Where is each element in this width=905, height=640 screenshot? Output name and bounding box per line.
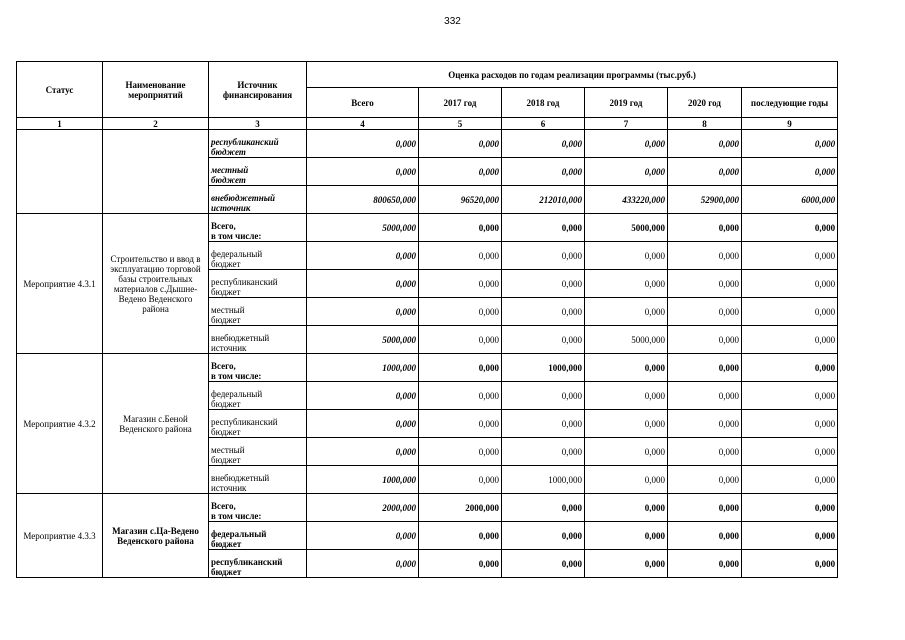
budget-table [16, 61, 838, 578]
status-cell: Мероприятие 4.3.2 [17, 354, 103, 494]
value-cell: 0,000 [585, 382, 668, 410]
value-cell: 0,000 [502, 326, 585, 354]
value-cell: 0,000 [502, 298, 585, 326]
value-cell: 1000,000 [307, 354, 419, 382]
source-cell [209, 522, 307, 550]
source-cell [209, 298, 307, 326]
column-number: 5 [419, 118, 502, 130]
value-cell: 0,000 [502, 382, 585, 410]
source-cell [209, 410, 307, 438]
source-label: местный [211, 445, 245, 455]
header-year-2020: 2020 год [668, 88, 742, 118]
value-cell: 0,000 [585, 522, 668, 550]
source-label: бюджет [211, 399, 241, 409]
value-cell: 1000,000 [502, 354, 585, 382]
source-cell [209, 466, 307, 494]
budget-table-container [16, 61, 838, 591]
source-label: местный [211, 165, 249, 175]
column-number: 6 [502, 118, 585, 130]
table-row [17, 354, 838, 382]
value-cell: 0,000 [668, 214, 742, 242]
status-cell: Мероприятие 4.3.1 [17, 214, 103, 354]
header-estimate: Оценка расходов по годам реализации программы (тыс.руб.) [307, 62, 838, 88]
value-cell: 0,000 [742, 522, 838, 550]
value-cell: 0,000 [742, 270, 838, 298]
value-cell: 1000,000 [502, 466, 585, 494]
value-cell: 0,000 [502, 270, 585, 298]
value-cell: 0,000 [502, 438, 585, 466]
value-cell: 0,000 [585, 410, 668, 438]
value-cell: 0,000 [307, 158, 419, 186]
value-cell: 0,000 [419, 466, 502, 494]
source-label: бюджет [211, 539, 242, 549]
event-name-cell: Магазин с.Беной Веденского района [103, 354, 209, 494]
column-number: 1 [17, 118, 103, 130]
value-cell: 0,000 [742, 382, 838, 410]
source-cell [209, 326, 307, 354]
value-cell: 0,000 [585, 494, 668, 522]
value-cell: 0,000 [419, 354, 502, 382]
value-cell: 0,000 [419, 158, 502, 186]
source-label: Всего, [211, 221, 236, 231]
value-cell: 0,000 [585, 242, 668, 270]
value-cell: 0,000 [668, 494, 742, 522]
value-cell: 0,000 [307, 438, 419, 466]
value-cell: 0,000 [668, 522, 742, 550]
value-cell: 6000,000 [742, 186, 838, 214]
source-label: местный [211, 305, 245, 315]
source-cell [209, 158, 307, 186]
value-cell: 0,000 [742, 214, 838, 242]
value-cell: 0,000 [585, 438, 668, 466]
source-label: в том числе: [211, 231, 262, 241]
source-label: бюджет [211, 567, 242, 577]
value-cell: 0,000 [742, 242, 838, 270]
value-cell: 0,000 [668, 326, 742, 354]
source-label: источник [211, 483, 247, 493]
source-cell [209, 550, 307, 578]
value-cell: 0,000 [419, 214, 502, 242]
header-status: Статус [17, 62, 103, 118]
header-row [17, 62, 838, 88]
value-cell: 0,000 [502, 214, 585, 242]
source-label: источник [211, 203, 251, 213]
value-cell: 0,000 [742, 326, 838, 354]
value-cell: 0,000 [742, 158, 838, 186]
source-label: источник [211, 343, 247, 353]
value-cell: 0,000 [742, 550, 838, 578]
value-cell: 0,000 [742, 494, 838, 522]
value-cell: 433220,000 [585, 186, 668, 214]
value-cell: 0,000 [307, 298, 419, 326]
value-cell: 5000,000 [585, 214, 668, 242]
value-cell: 0,000 [742, 354, 838, 382]
table-row [17, 214, 838, 242]
name-cell-empty [103, 130, 209, 214]
value-cell: 1000,000 [307, 466, 419, 494]
value-cell: 0,000 [668, 158, 742, 186]
column-number: 4 [307, 118, 419, 130]
value-cell: 0,000 [668, 354, 742, 382]
header-source: Источник финансирования [209, 62, 307, 118]
source-cell [209, 438, 307, 466]
status-cell-empty [17, 130, 103, 214]
value-cell: 0,000 [668, 270, 742, 298]
header-year-2019: 2019 год [585, 88, 668, 118]
value-cell: 212010,000 [502, 186, 585, 214]
source-label: Всего, [211, 501, 236, 511]
value-cell: 0,000 [502, 158, 585, 186]
value-cell: 0,000 [419, 522, 502, 550]
header-year-total: Всего [307, 88, 419, 118]
value-cell: 52900,000 [668, 186, 742, 214]
status-cell: Мероприятие 4.3.3 [17, 494, 103, 578]
page-number: 332 [444, 16, 461, 27]
source-label: Всего, [211, 361, 236, 371]
value-cell: 0,000 [742, 130, 838, 158]
source-label: республиканский [211, 137, 279, 147]
value-cell: 0,000 [668, 438, 742, 466]
value-cell: 2000,000 [307, 494, 419, 522]
source-cell [209, 354, 307, 382]
value-cell: 0,000 [502, 242, 585, 270]
value-cell: 0,000 [419, 382, 502, 410]
value-cell: 0,000 [307, 382, 419, 410]
source-label: федеральный [211, 529, 267, 539]
value-cell: 0,000 [585, 158, 668, 186]
source-label: бюджет [211, 175, 246, 185]
value-cell: 0,000 [668, 298, 742, 326]
value-cell: 5000,000 [307, 326, 419, 354]
value-cell: 0,000 [585, 466, 668, 494]
value-cell: 0,000 [668, 410, 742, 438]
source-cell [209, 242, 307, 270]
value-cell: 0,000 [742, 298, 838, 326]
source-cell [209, 186, 307, 214]
source-label: бюджет [211, 287, 241, 297]
source-label: республиканский [211, 557, 283, 567]
event-name-cell: Строительство и ввод в эксплуатацию торговой базы строительных материалов с.Дышне-Ведено Веденского района [103, 214, 209, 354]
source-label: федеральный [211, 389, 263, 399]
value-cell: 0,000 [585, 354, 668, 382]
header-year-2018: 2018 год [502, 88, 585, 118]
value-cell: 0,000 [668, 550, 742, 578]
value-cell: 0,000 [419, 270, 502, 298]
value-cell: 96520,000 [419, 186, 502, 214]
value-cell: 0,000 [419, 130, 502, 158]
source-cell [209, 494, 307, 522]
column-number: 7 [585, 118, 668, 130]
header-year-later: последующие годы [742, 88, 838, 118]
value-cell: 0,000 [307, 550, 419, 578]
source-label: в том числе: [211, 511, 262, 521]
value-cell: 0,000 [502, 494, 585, 522]
source-label: бюджет [211, 315, 241, 325]
event-name-cell: Магазин с.Ца-Ведено Веденского района [103, 494, 209, 578]
value-cell: 5000,000 [307, 214, 419, 242]
column-number: 3 [209, 118, 307, 130]
value-cell: 0,000 [742, 438, 838, 466]
source-label: бюджет [211, 455, 241, 465]
value-cell: 0,000 [502, 130, 585, 158]
value-cell: 0,000 [419, 298, 502, 326]
value-cell: 800650,000 [307, 186, 419, 214]
header-year-2017: 2017 год [419, 88, 502, 118]
source-label: внебюджетный [211, 473, 270, 483]
source-label: республиканский [211, 277, 278, 287]
source-label: республиканский [211, 417, 278, 427]
value-cell: 0,000 [419, 410, 502, 438]
value-cell: 0,000 [585, 298, 668, 326]
source-label: внебюджетный [211, 333, 270, 343]
value-cell: 0,000 [668, 242, 742, 270]
value-cell: 0,000 [419, 326, 502, 354]
source-label: в том числе: [211, 371, 262, 381]
column-number: 2 [103, 118, 209, 130]
value-cell: 0,000 [307, 522, 419, 550]
value-cell: 0,000 [307, 130, 419, 158]
value-cell: 0,000 [502, 522, 585, 550]
source-label: бюджет [211, 259, 241, 269]
source-label: внебюджетный [211, 193, 275, 203]
source-cell [209, 270, 307, 298]
column-numbers-row [17, 118, 838, 130]
value-cell: 0,000 [668, 130, 742, 158]
source-cell [209, 382, 307, 410]
source-label: бюджет [211, 427, 241, 437]
value-cell: 0,000 [668, 466, 742, 494]
source-label: бюджет [211, 147, 246, 157]
value-cell: 0,000 [585, 550, 668, 578]
value-cell: 0,000 [307, 242, 419, 270]
value-cell: 2000,000 [419, 494, 502, 522]
column-number: 8 [668, 118, 742, 130]
value-cell: 0,000 [502, 410, 585, 438]
source-cell [209, 214, 307, 242]
source-label: федеральный [211, 249, 263, 259]
value-cell: 0,000 [307, 410, 419, 438]
table-row [17, 130, 838, 158]
header-name: Наименование мероприятий [103, 62, 209, 118]
value-cell: 0,000 [742, 466, 838, 494]
value-cell: 0,000 [419, 438, 502, 466]
value-cell: 0,000 [742, 410, 838, 438]
value-cell: 0,000 [585, 270, 668, 298]
table-row [17, 494, 838, 522]
value-cell: 0,000 [419, 550, 502, 578]
value-cell: 5000,000 [585, 326, 668, 354]
source-cell [209, 130, 307, 158]
value-cell: 0,000 [502, 550, 585, 578]
value-cell: 0,000 [419, 242, 502, 270]
value-cell: 0,000 [307, 270, 419, 298]
value-cell: 0,000 [585, 130, 668, 158]
value-cell: 0,000 [668, 382, 742, 410]
column-number: 9 [742, 118, 838, 130]
